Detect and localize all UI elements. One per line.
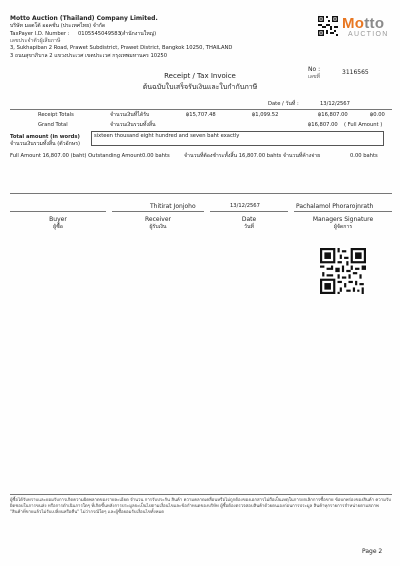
branch-label: (สำนักงานใหญ่) xyxy=(120,31,157,37)
outstanding-value: 0.00 bahts xyxy=(142,153,170,159)
manager-label: Managers Signature xyxy=(312,216,374,223)
full-amount-line: Full Amount 16,807.00 (baht) Outstanding Amount xyxy=(10,153,143,159)
doc-no-label: No : xyxy=(308,66,321,73)
receipt-zero: ฿0.00 xyxy=(370,112,385,118)
qr-code-icon xyxy=(318,16,338,36)
receiver-label-th: ผู้รับเงิน xyxy=(149,224,167,230)
date-label-sign: Date xyxy=(241,216,257,223)
grand-total-value: ฿16,807.00 xyxy=(308,122,338,128)
grand-total-note: ( Full Amount ) xyxy=(344,122,383,128)
buyer-sign-line xyxy=(10,211,106,212)
address-th: 3 ถนนสุขาภิบาล 2 แขวงประเวศ เขตประเวศ กรุงเทพมหานคร 10250 xyxy=(10,53,167,59)
document-title-th: ต้นฉบับใบเสร็จรับเงินและใบกำกับภาษี xyxy=(142,83,258,91)
receipt-amount: ฿15,707.48 xyxy=(186,112,216,118)
motto-auction-logo: Motto AUCTION xyxy=(342,15,389,38)
date-label: Date / วันที่ : xyxy=(268,101,299,107)
divider-line xyxy=(10,109,392,110)
words-value: sixteen thousand eight hundred and seven baht exactly xyxy=(94,133,240,139)
company-name-th: บริษัท มอตโต้ ออคชั่น (ประเทศไทย) จำกัด xyxy=(10,23,106,29)
outstanding-value-th: 0.00 bahts xyxy=(350,153,378,159)
receiver-sign-line xyxy=(112,211,204,212)
manager-label-th: ผู้จัดการ xyxy=(333,224,353,230)
vat-amount: ฿1,099.52 xyxy=(252,112,279,118)
taxpayer-label-th: เลขประจำตัวผู้เสียภาษี xyxy=(10,38,61,44)
address-en: 3, Sukhapiban 2 Road, Prawet Subdistrict, Prawet District, Bangkok 10250, THAILAND xyxy=(10,45,233,51)
words-label: Total amount (in words) xyxy=(10,134,80,140)
manager-name: Pachalamol Phorarojnrath xyxy=(296,203,374,210)
signature-date: 13/12/2567 xyxy=(230,203,260,209)
date-value: 13/12/2567 xyxy=(320,101,350,107)
doc-no-value: 3116565 xyxy=(342,69,369,76)
manager-sign-line xyxy=(294,211,392,212)
receiver-label: Receiver xyxy=(145,216,171,223)
taxpayer-label: TaxPayer I.D. Number : xyxy=(10,31,70,37)
company-name-en: Motto Auction (Thailand) Company Limited. xyxy=(10,15,158,22)
signature-top-line xyxy=(10,193,392,194)
buyer-label: Buyer xyxy=(49,216,67,223)
page-number: Page 2 xyxy=(362,548,383,555)
date-label-th: วันที่ xyxy=(244,224,254,230)
doc-no-label-th: เลขที่ xyxy=(308,74,320,80)
words-label-th: จำนวนเงินรวมทั้งสิ้น (ตัวอักษร) xyxy=(10,141,81,147)
qr-code-icon xyxy=(320,248,366,294)
date-sign-line xyxy=(210,211,288,212)
receipt-totals-label: Receipt Totals xyxy=(38,112,74,118)
taxpayer-id: 0105545049583 xyxy=(78,31,121,37)
footer-terms: ผู้ซื้อได้รับทราบและยอมรับการเกิดความผิดพลาดของรายละเอียด จำนวน การรับประกัน สินค้า ความคลาดเคลื่อนหรือไม่ถูกต้องของเอกสารไม่ถือเป็นเหตุในการยกเลิกการซื้อขาย ข้อบกพร่องของสินค้า ความรับผิดชอบในการขนส่ง หรือการดำเนินการใดๆ ที่เกิดขึ้นหลังการประมูลจะเป็นไปตามเงื่อนไขและข้อกำหนดของบริษัท ผู้ซื้อต้องตรวจสอบสินค้าด้วยตนเองก่อนการประมูล สินค้าทุกรายการจำหน่ายตามสภาพ "สินค้าที่ขายแล้วไม่รับเปลี่ยนหรือคืน" ไม่ว่ากรณีใดๆ และผู้ซื้อยอมรับเงื่อนไขทั้งหมด xyxy=(10,498,392,515)
grand-total-label: Grand Total xyxy=(38,122,68,128)
receipt-totals-label-th: จำนวนเงินที่ได้รับ xyxy=(110,112,150,118)
document-title-en: Receipt / Tax Invoice xyxy=(164,72,236,80)
full-amount-line-th: จำนวนที่ต้องชำระทั้งสิ้น 16,807.00 bahts จำนวนที่ค้างจ่าย xyxy=(184,153,321,159)
receipt-total: ฿16,807.00 xyxy=(318,112,348,118)
grand-total-label-th: จำนวนเงินรวมทั้งสิ้น xyxy=(110,122,156,128)
receiver-name: Thitirat Jonjoho xyxy=(150,203,196,210)
footer-divider xyxy=(10,494,392,495)
buyer-label-th: ผู้ซื้อ xyxy=(53,224,63,230)
